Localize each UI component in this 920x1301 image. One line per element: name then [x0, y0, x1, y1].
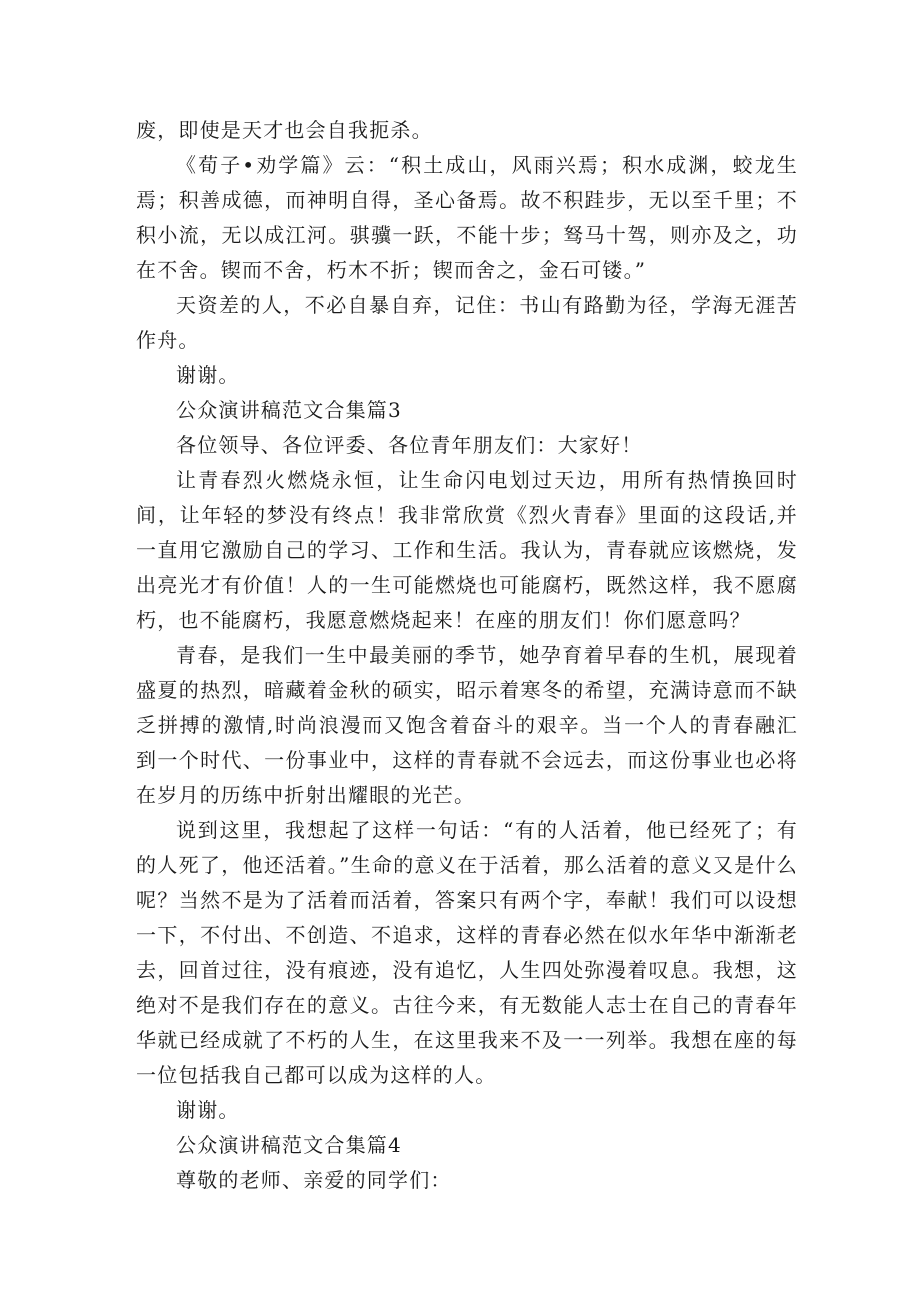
paragraph-greeting-4: 尊敬的老师、亲爱的同学们：: [176, 1168, 452, 1192]
section-heading-3: 公众演讲稿范文合集篇3: [176, 398, 402, 422]
paragraph-thanks-2: 谢谢。: [176, 1098, 240, 1122]
paragraph-xunzi-quote: 《荀子•劝学篇》云：“积土成山，风雨兴焉；积水成渊，蛟龙生焉；积善成德，而神明自得，圣心备焉。故不积跬步，无以至千里；不积小流，无以成江河。骐骥一跃，不能十步；驽马十驾，则亦及之，功在不舍。锲而不舍，朽木不折；锲而舍之，金石可镂。”: [136, 153, 798, 282]
document-body: [136, 113, 798, 1198]
paragraph-thanks-1: 谢谢。: [176, 363, 240, 387]
paragraph-1: 废，即使是天才也会自我扼杀。: [136, 118, 433, 142]
section-heading-4: 公众演讲稿范文合集篇4: [176, 1133, 402, 1157]
paragraph-youth-fire: 让青春烈火燃烧永恒，让生命闪电划过天边，用所有热情换回时间，让年轻的梦没有终点！我非常欣赏《烈火青春》里面的这段话,并一直用它激励自己的学习、工作和生活。我认为，青春就应该燃烧，发出亮光才有价值！人的一生可能燃烧也可能腐朽，既然这样，我不愿腐朽，也不能腐朽，我愿意燃烧起来！在座的朋友们！你们愿意吗？: [136, 468, 798, 632]
paragraph-greeting-3: 各位领导、各位评委、各位青年朋友们：大家好！: [176, 433, 643, 457]
paragraph-meaning-of-life: 说到这里，我想起了这样一句话：“有的人活着，他已经死了；有的人死了，他还活着。”生命的意义在于活着，那么活着的意义又是什么呢？当然不是为了活着而活着，答案只有两个字，奉献！我们可以设想一下，不付出、不创造、不追求，这样的青春必然在似水年华中渐渐老去，回首过往，没有痕迹，没有追忆，人生四处弥漫着叹息。我想，这绝对不是我们存在的意义。古往今来，有无数能人志士在自己的青春年华就已经成就了不朽的人生，在这里我来不及一一列举。我想在座的每一位包括我自己都可以成为这样的人。: [136, 818, 798, 1087]
paragraph-youth-season: 青春，是我们一生中最美丽的季节，她孕育着早春的生机，展现着盛夏的热烈，暗藏着金秋的硕实，昭示着寒冬的希望，充满诗意而不缺乏拼搏的激情,时尚浪漫而又饱含着奋斗的艰辛。当一个人的青春融汇到一个时代、一份事业中，这样的青春就不会远去，而这份事业也必将在岁月的历练中折射出耀眼的光芒。: [136, 643, 798, 807]
paragraph-advice: 天资差的人，不必自暴自弃，记住：书山有路勤为径，学海无涯苦作舟。: [136, 293, 798, 352]
